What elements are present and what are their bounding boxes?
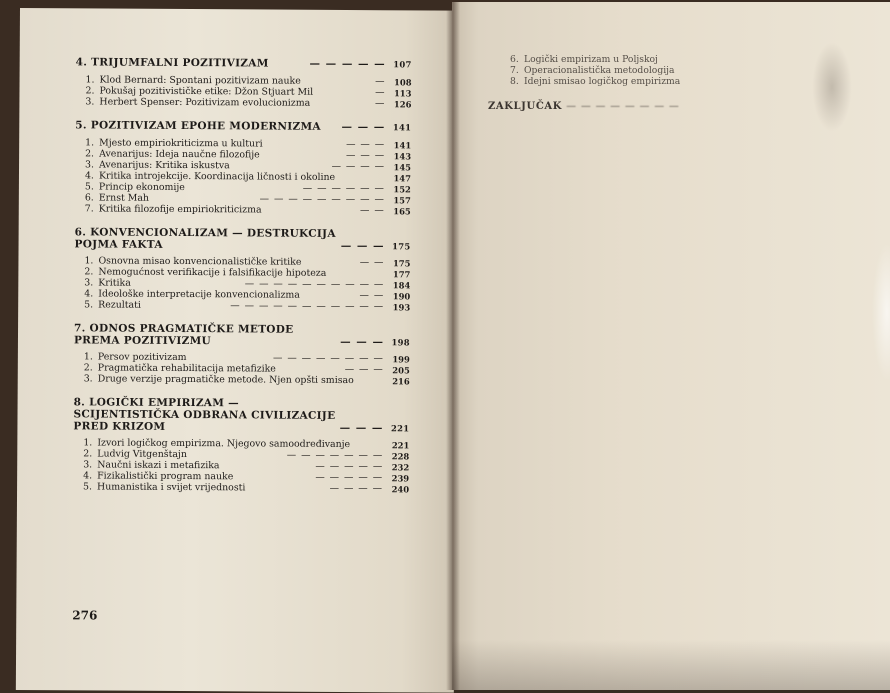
entry-text: Idejni smisao logičkog empirizma [524,76,681,87]
entry-number: 4. [84,169,94,181]
entry-text: Osnovna misao konvencionalističke kritike [98,254,302,268]
page-ref: 239 [391,472,410,483]
entry-text: Ideološke interpretacije konvencionalizma [98,287,300,301]
toc-entry [510,54,818,65]
entry-text: Pokušaj pozitivističke etike: Džon Stjuart Mil [99,84,314,98]
chapter-5 [75,119,412,216]
page-shadow [452,640,890,690]
chapter-title-text: 5. POZITIVIZAM EPOHE MODERNIZMA [75,119,321,133]
page-ref: 205 [392,364,410,375]
entry-number: 1. [84,254,94,266]
page-ref: 143 [393,150,412,161]
leader-dashes: — — — — — [315,460,384,472]
chapter-title [76,56,412,70]
page-ref: 157 [393,194,411,205]
chapter-title-text: 4. TRIJUMFALNI POZITIVIZAM [75,56,269,70]
right-page [452,2,890,690]
page-number: 276 [72,608,98,623]
toc-entry [84,299,410,312]
leader-dashes: — — — — — — — — [566,101,680,112]
leader-dashes: — — — — — — — [286,449,384,461]
blur-smudge [812,42,852,132]
chapter-8 [73,396,410,494]
chapter-title-text: 8. LOGIČKI EMPIRIZAM — SCIJENTISTIČKA ODBRANA CIVILIZACIJE PRED KRIZOM [73,396,336,433]
page-ref: 108 [394,76,412,87]
toc-entry [84,373,410,386]
left-page [16,8,458,693]
entry-text: Persov pozitivizam [97,350,187,363]
entry-number: 2. [85,147,95,159]
page-ref: 147 [393,172,412,183]
entry-number: 1. [85,73,95,85]
entry-number: 7. [510,65,519,76]
leader-dashes: — — — [340,335,385,349]
entry-number: 3. [85,95,95,107]
entry-number: 5. [84,298,94,310]
leader-dashes: — — — [339,421,384,435]
entry-number: 4. [83,469,93,481]
entry-number: 2. [83,361,93,373]
entry-number: 5. [83,480,93,492]
book-gutter [446,0,460,690]
entry-number: 7. [84,202,94,214]
entry-text: Ernst Mah [98,191,150,204]
page-ref: 165 [393,205,411,216]
page-ref: 228 [391,450,410,461]
leader-dashes: — — — — — — — — — — [244,277,385,290]
toc-entry [85,203,411,216]
entry-number: 6. [510,54,519,65]
page-ref: 113 [393,87,412,98]
entry-text: Logički empirizam u Poljskoj [524,54,658,65]
entry-number: 2. [84,265,94,277]
entry-number: 1. [83,436,93,448]
leader-dashes: — [375,97,386,109]
page-ref: 232 [391,461,410,472]
page-ref: 193 [392,301,411,312]
page-ref: 145 [393,161,412,172]
entry-text: Ludvig Vitgenštajn [97,447,187,460]
entry-text: Kritika introjekcije. Koordinacija ličnosti i okoline [98,169,336,183]
entry-text: Kritika filozofije empiriokriticizma [98,202,262,215]
chapter-title-text: 7. ODNOS PRAGMATIČKE METODE PREMA POZITIVIZMU [73,322,294,348]
page-ref: 175 [392,241,411,252]
leader-dashes: — — — [344,363,384,375]
entry-text: Nemogućnost verifikacije i falsifikacije hipoteza [98,265,327,279]
chapter-title-text: 6. KONVENCIONALIZAM — DESTRUKCIJA POJMA FAKTA [74,226,336,251]
closing-heading [488,101,818,112]
leader-dashes: — [375,86,386,98]
entry-number: 5. [84,180,94,192]
leader-dashes: — — [360,204,385,216]
chapter-title [74,322,410,348]
toc-entry [510,65,818,76]
entry-number: 3. [84,276,94,288]
leader-dashes: — — — [345,149,386,161]
toc-entry [510,76,818,87]
entry-number: 6. [84,191,94,203]
light-glare [872,242,890,382]
leader-dashes: — — — — [329,482,384,494]
leader-dashes: — — — — — — [302,182,385,194]
page-ref: 107 [393,59,412,70]
entry-number: 3. [85,158,95,170]
entry-text: Princip ekonomije [98,180,185,193]
entry-number: 1. [85,136,95,148]
page-ref: 177 [392,268,411,279]
closing-title: ZAKLJUČAK [488,101,563,112]
page-ref: 175 [392,257,411,268]
leader-dashes: — — — — [331,160,386,172]
leader-dashes: — — [359,256,385,268]
page-ref: 141 [393,139,412,150]
entry-text: Mjesto empiriokriticizma u kulturi [99,136,263,149]
entry-text: Izvori logičkog empirizma. Njegovo samoodređivanje [97,436,351,450]
page-ref: 190 [392,290,411,301]
leader-dashes: — — — — — — — — [272,352,384,364]
chapter-title [73,396,409,434]
page-ref: 216 [392,375,410,386]
entry-number: 2. [85,84,95,96]
leader-dashes: — — [359,289,385,301]
entry-number: 2. [83,447,93,459]
page-ref: 184 [392,279,411,290]
leader-dashes: — — — [346,138,386,150]
leader-dashes: — — — [340,239,385,253]
entry-text: Humanistika i svijet vrijednosti [97,480,246,493]
page-ref: 221 [391,439,410,450]
page-ref: 199 [392,353,410,364]
leader-dashes: — [375,75,386,87]
chapter-6 [74,226,411,312]
entry-number: 1. [83,350,93,362]
leader-dashes: — — — — — [309,57,386,71]
leader-dashes: — — — [341,120,386,134]
chapter-7 [74,322,410,386]
page-ref: 221 [391,423,410,434]
entry-text: Herbert Spenser: Pozitivizam evolucionizma [99,95,311,109]
entry-text: Naučni iskazi i metafizika [97,458,220,471]
entry-text: Druge verzije pragmatičke metode. Njen opšti smisao [97,372,354,386]
toc-entry [85,96,411,109]
page-ref: 240 [391,483,410,494]
leader-dashes: — — — — — — — — — [259,192,385,205]
entry-text: Avenarijus: Kritika iskustva [99,158,230,171]
entry-text: Rezultati [98,298,141,311]
page-ref: 198 [391,337,410,348]
entry-number: 8. [510,76,519,87]
table-of-contents [73,56,412,506]
entry-text: Klod Bernard: Spontani pozitivizam nauke [99,73,301,87]
entry-text: Fizikalistički program nauke [97,469,234,482]
chapter-title [75,119,411,133]
leader-dashes: — — — — — — — — — — — [230,299,385,312]
entry-number: 3. [83,458,93,470]
entry-text: Pragmatička rehabilitacija metafizike [97,361,276,375]
chapter-title [75,226,411,252]
entry-number: 4. [84,287,94,299]
leader-dashes: — — — — — [315,471,384,483]
entry-text: Operacionalistička metodologija [524,65,675,76]
entry-text: Kritika [98,276,131,289]
page-ref: 152 [393,183,411,194]
chapter-4 [75,56,411,109]
entry-text: Avenarijus: Ideja naučne filozofije [99,147,260,160]
page-ref: 126 [393,98,412,109]
toc-entry [83,481,409,494]
table-of-contents-continued [488,54,818,112]
entry-number: 3. [83,372,93,384]
page-ref: 141 [392,122,412,133]
